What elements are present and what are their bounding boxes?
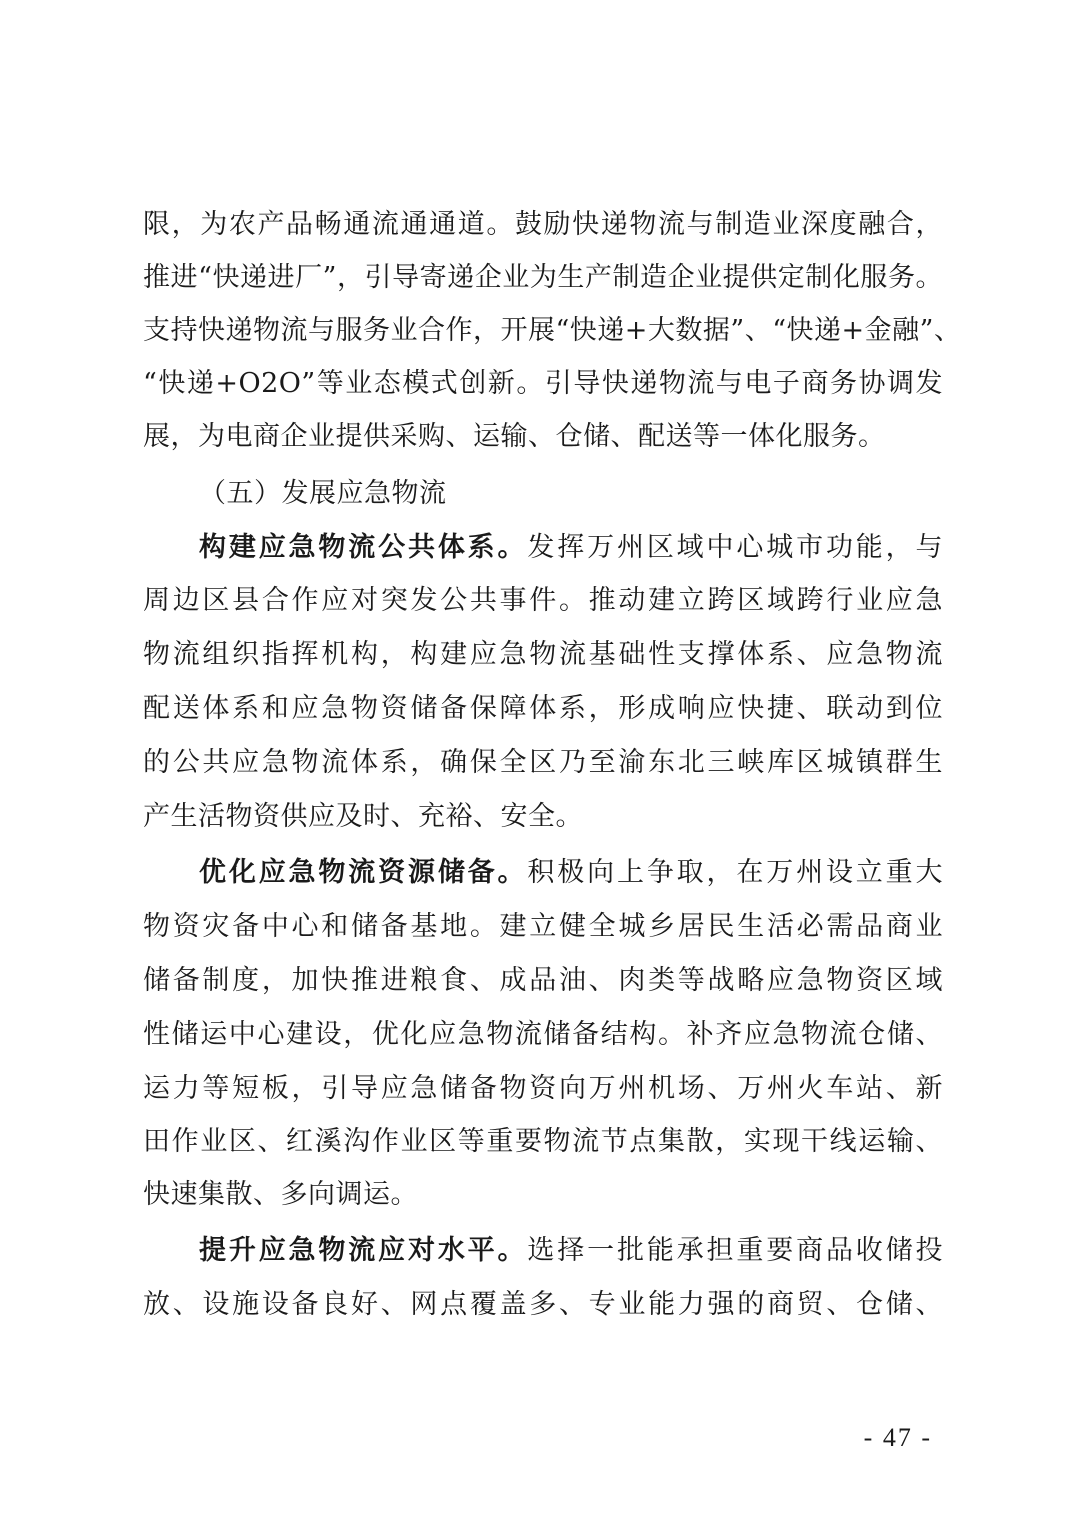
text-line: 物流组织指挥机构，构建应急物流基础性支撑体系、应急物流: [143, 639, 943, 670]
text-line: 配送体系和应急物资储备保障体系，形成响应快捷、联动到位: [143, 693, 943, 724]
text-line: 产生活物资供应及时、充裕、安全。: [143, 801, 583, 832]
text-line: 推进“快递进厂”，引导寄递企业为生产制造企业提供定制化服务。: [143, 262, 943, 293]
paragraph-lead: 构建应急物流公共体系。: [199, 532, 528, 563]
text-line: 储备制度，加快推进粮食、成品油、肉类等战略应急物资区域: [143, 965, 943, 996]
text-line: 性储运中心建设，优化应急物流储备结构。补齐应急物流仓储、: [143, 1019, 943, 1050]
paragraph-first-line: [199, 1226, 943, 1276]
paragraph-text: 发挥万州区域中心城市功能，与: [527, 532, 944, 563]
text-line: 的公共应急物流体系，确保全区乃至渝东北三峡库区城镇群生: [143, 747, 943, 778]
text-line: 物资灾备中心和储备基地。建立健全城乡居民生活必需品商业: [143, 911, 943, 942]
paragraph-lead: 提升应急物流应对水平。: [199, 1235, 528, 1266]
text-line: 田作业区、红溪沟作业区等重要物流节点集散，实现干线运输、: [143, 1126, 943, 1157]
text-line: 快速集散、多向调运。: [143, 1179, 418, 1210]
text-line: “快递+O2O”等业态模式创新。引导快递物流与电子商务协调发: [143, 368, 943, 399]
page-number: - 47 -: [863, 1423, 932, 1452]
section-heading: （五）发展应急物流: [199, 478, 447, 509]
paragraph-lead: 优化应急物流资源储备。: [199, 857, 528, 888]
text-line: 放、设施设备良好、网点覆盖多、专业能力强的商贸、仓储、: [143, 1289, 943, 1320]
text-line: 支持快递物流与服务业合作，开展“快递+大数据”、“快递+金融”、: [143, 315, 962, 346]
text-line: 运力等短板，引导应急储备物资向万州机场、万州火车站、新: [143, 1073, 943, 1104]
paragraph-first-line: [199, 848, 943, 898]
text-line: 限，为农产品畅通流通通道。鼓励快递物流与制造业深度融合，: [143, 209, 943, 240]
paragraph-first-line: [199, 523, 943, 573]
text-line: 展，为电商企业提供采购、运输、仓储、配送等一体化服务。: [143, 421, 886, 452]
paragraph-text: 选择一批能承担重要商品收储投: [527, 1235, 944, 1266]
paragraph-text: 积极向上争取，在万州设立重大: [527, 857, 944, 888]
text-line: 周边区县合作应对突发公共事件。推动建立跨区域跨行业应急: [143, 585, 943, 616]
